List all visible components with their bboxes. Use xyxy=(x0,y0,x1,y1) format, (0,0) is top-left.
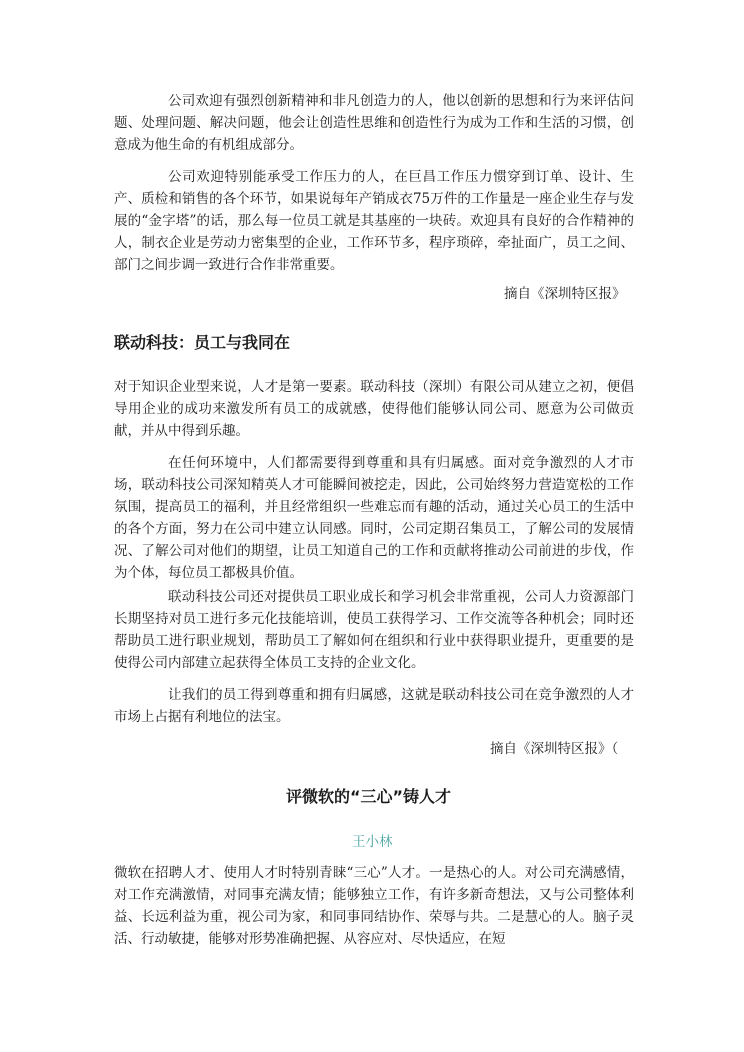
section2-paragraph-3: 联动科技公司还对提供员工职业成长和学习机会非常重视，公司人力资源部门长期坚持对员工进行多元化技能培训，使员工获得学习、工作交流等各种机会；同时还帮助员工进行职业规划，帮助员工了解如何在组织和行业中获得职业提升，更重要的是使得公司内部建立起获得全体员工支持的企业文化。 xyxy=(114,589,634,671)
section2-paragraph-1: 对于知识企业型来说，人才是第一要素。联动科技（深圳）有限公司从建立之初，便倡导用企业的成功来激发所有员工的成就感，使得他们能够认同公司、愿意为公司做贡献，并从中得到乐趣。 xyxy=(114,379,634,439)
section2-body-1 xyxy=(114,376,634,442)
section2-body-2 xyxy=(114,452,634,584)
section1-paragraph-2: 公司欢迎特别能承受工作压力的人，在巨昌工作压力惯穿到订单、设计、生产、质检和销售的各个环节，如果说每年产销成衣75万件的工作量是一座企业生存与发展的“金字塔”的话，那么每一位员工就是其基座的一块砖。欢迎具有良好的合作精神的人，制衣企业是劳动力密集型的企业，工作环节多，程序琐碎，牵扯面广，员工之间、部门之间步调一致进行合作非常重要。 xyxy=(114,169,634,273)
section2-body-4 xyxy=(114,684,634,728)
section2-title: 联动科技：员工与我同在 xyxy=(114,333,291,352)
section1-source: 摘自《深圳特区报》 xyxy=(504,286,626,302)
section1-body-2 xyxy=(114,166,634,276)
section2-source: 摘自《深圳特区报》（ xyxy=(490,741,619,757)
section2-body-3 xyxy=(114,586,634,674)
section1-body xyxy=(114,90,634,156)
section2-paragraph-2: 在任何环境中，人们都需要得到尊重和具有归属感。面对竞争激烈的人才市场，联动科技公司深知精英人才可能瞬间被挖走，因此，公司始终努力营造宽松的工作氛围，提高员工的福利，并且经常组织一些难忘而有趣的活动，通过关心员工的生活中的各个方面，努力在公司中建立认同感。同时，公司定期召集员工，了解公司的发展情况、了解公司对他们的期望，让员工知道自己的工作和贡献将推动公司前进的步伐，作为个体，每位员工都极具价值。 xyxy=(114,455,634,581)
section3-title: 评微软的“三心”铸人才 xyxy=(286,787,452,806)
section3-author: 王小林 xyxy=(352,834,393,850)
section3-paragraph-1: 微软在招聘人才、使用人才时特别青睐“三心”人才。一是热心的人。对公司充满感情，对工作充满激情，对同事充满友情；能够独立工作，有许多新奇想法，又与公司整体利益、长远利益为重，视公司为家，和同事同结协作、荣辱与共。二是慧心的人。脑子灵活、行动敏捷，能够对形势准确把握、从容应对、尽快适应，在短 xyxy=(114,865,634,947)
section2-paragraph-4: 让我们的员工得到尊重和拥有归属感，这就是联动科技公司在竞争激烈的人才市场上占据有利地位的法宝。 xyxy=(114,687,634,725)
section1-paragraph-1: 公司欢迎有强烈创新精神和非凡创造力的人，他以创新的思想和行为来评估问题、处理问题、解决问题，他会让创造性思维和创造性行为成为工作和生活的习惯，创意成为他生命的有机组成部分。 xyxy=(114,93,634,153)
section3-body-1 xyxy=(114,862,634,950)
